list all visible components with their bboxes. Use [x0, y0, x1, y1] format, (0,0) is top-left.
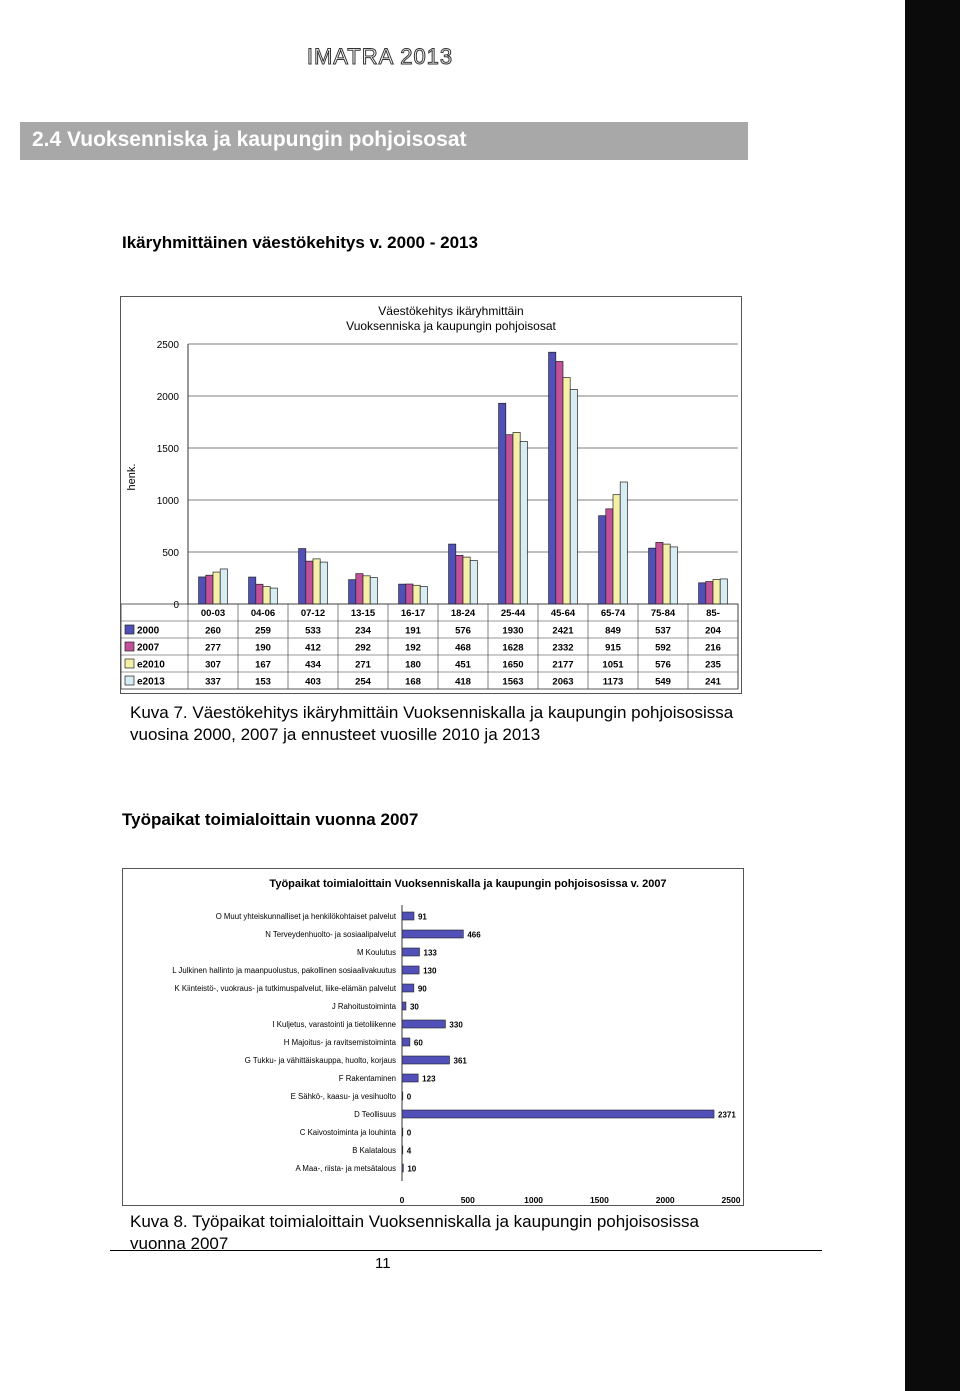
category-label: J Rahoitustoiminta: [331, 1002, 396, 1011]
table-value: 1563: [502, 676, 524, 688]
chart-subtitle: Vuoksenniska ja kaupungin pohjoisosat: [346, 319, 556, 333]
x-tick-label: 1500: [589, 1195, 609, 1205]
bar-2007-75-84: [656, 542, 663, 604]
bar-e2013-13-15: [370, 578, 377, 604]
bar-e2010-45-64: [563, 378, 570, 604]
bar-2000-25-44: [499, 403, 506, 604]
x-tick-label: 500: [460, 1195, 475, 1205]
bar-2007-13-15: [356, 574, 363, 604]
bar-value: [402, 1074, 418, 1082]
section-title: 2.4 Vuoksenniska ja kaupungin pohjoisosat: [32, 128, 467, 151]
bar-2000-65-74: [599, 516, 606, 604]
table-value: 191: [405, 625, 421, 637]
y-tick-label: 500: [162, 548, 179, 559]
table-value: 277: [205, 642, 221, 654]
legend-label: 2007: [137, 642, 160, 654]
x-tick-label: 25-44: [500, 608, 526, 619]
bar-e2010-65-74: [613, 495, 620, 604]
category-label: H Majoitus- ja ravitsemistoiminta: [283, 1038, 396, 1047]
page-header: IMATRA 2013: [306, 44, 454, 69]
table-value: 533: [305, 625, 321, 637]
bar-e2010-13-15: [363, 576, 370, 604]
table-value: 292: [355, 642, 371, 654]
table-value: 2063: [552, 676, 574, 688]
category-label: E Sähkö-, kaasu- ja vesihuolto: [290, 1092, 396, 1101]
x-tick-label: 18-24: [450, 608, 476, 619]
category-label: O Muut yhteiskunnalliset ja henkilökohtaiset palvelut: [215, 912, 396, 921]
bar-2007-45-64: [556, 361, 563, 604]
page-number: 11: [375, 1255, 391, 1272]
table-value: 2177: [552, 659, 574, 671]
table-value: 216: [705, 642, 721, 654]
bar-value: [402, 1002, 406, 1010]
bar-e2010-75-84: [663, 544, 670, 604]
table-value: 1173: [602, 676, 624, 688]
data-label: 330: [449, 1020, 463, 1030]
y-axis-label: henk.: [126, 463, 138, 491]
jobs-heading: Työpaikat toimialoittain vuonna 2007: [122, 810, 419, 829]
table-value: 259: [255, 625, 271, 637]
category-label: I Kuljetus, varastointi ja tietoliikenne: [272, 1020, 396, 1029]
bar-2007-85-: [706, 582, 713, 604]
bar-2007-07-12: [306, 561, 313, 604]
table-value: 549: [655, 676, 671, 688]
section-bar: [20, 122, 748, 160]
table-value: 1051: [602, 659, 624, 671]
data-label: 2371: [718, 1110, 736, 1120]
bar-e2013-07-12: [320, 562, 327, 604]
bar-value: [402, 1020, 445, 1028]
category-label: F Rakentaminen: [338, 1074, 396, 1083]
x-tick-label: 07-12: [300, 608, 326, 619]
bar-value: [402, 966, 419, 974]
data-label: 466: [467, 930, 481, 940]
y-tick-label: 2000: [156, 392, 179, 403]
table-value: 307: [205, 659, 221, 671]
bar-e2013-18-24: [470, 561, 477, 604]
legend-label: e2013: [137, 676, 165, 688]
legend-swatch-e2013: [125, 676, 134, 685]
bar-2000-45-64: [549, 352, 556, 604]
legend-swatch-2000: [125, 625, 134, 634]
bar-e2013-00-03: [220, 569, 227, 604]
bar-e2010-18-24: [463, 557, 470, 604]
data-label: 130: [423, 966, 437, 976]
data-label: 91: [417, 912, 427, 922]
bar-2000-16-17: [399, 584, 406, 604]
table-value: 576: [655, 659, 671, 671]
table-value: 2421: [552, 625, 574, 637]
legend-label: 2000: [137, 625, 160, 637]
chart-title: Työpaikat toimialoittain Vuoksenniskalla ja kaupungin pohjoisosissa v. 2007: [269, 878, 667, 890]
bar-2007-18-24: [456, 555, 463, 604]
category-label: B Kalatalous: [352, 1146, 396, 1155]
age-heading: Ikäryhmittäinen väestökehitys v. 2000 - 2013: [122, 233, 478, 252]
table-value: 2332: [552, 642, 574, 654]
category-label: N Terveydenhuolto- ja sosiaalipalvelut: [265, 930, 396, 939]
category-label: A Maa-, riista- ja metsätalous: [295, 1164, 396, 1173]
population-chart: [121, 297, 741, 693]
bar-2007-65-74: [606, 509, 613, 604]
bar-e2013-04-06: [270, 588, 277, 604]
legend-swatch-2007: [125, 642, 134, 651]
category-label: K Kiinteistö-, vuokraus- ja tutkimuspalvelut, liike-elämän palvelut: [174, 984, 396, 993]
table-value: 260: [205, 625, 221, 637]
bar-e2010-16-17: [413, 585, 420, 604]
page-rule: [110, 1250, 822, 1251]
table-value: 180: [405, 659, 421, 671]
bar-e2010-04-06: [263, 587, 270, 604]
table-value: 412: [305, 642, 321, 654]
y-tick-label: 0: [173, 600, 179, 611]
bar-value: [402, 1110, 714, 1118]
bar-2000-07-12: [299, 549, 306, 604]
x-tick-label: 04-06: [250, 608, 276, 619]
table-value: 190: [255, 642, 271, 654]
data-label: 4: [406, 1146, 412, 1156]
table-value: 235: [705, 659, 721, 671]
data-label: 361: [453, 1056, 467, 1066]
chart-title: Väestökehitys ikäryhmittäin: [378, 304, 524, 318]
bar-e2010-00-03: [213, 572, 220, 604]
bar-value: [402, 912, 414, 920]
x-tick-label: 65-74: [600, 608, 626, 619]
bar-2000-00-03: [199, 577, 206, 604]
table-value: 337: [205, 676, 221, 688]
legend-label: e2010: [137, 659, 165, 671]
figure-8-caption: Kuva 8. Työpaikat toimialoittain Vuoksenniskalla ja kaupungin pohjoisosissa vuonna 2007: [130, 1212, 699, 1253]
bar-e2013-65-74: [620, 482, 627, 604]
table-value: 1650: [502, 659, 524, 671]
x-tick-label: 0: [399, 1195, 405, 1205]
data-label: 60: [413, 1038, 423, 1048]
x-tick-label: 45-64: [550, 608, 576, 619]
bar-value: [402, 930, 463, 938]
category-label: D Teollisuus: [354, 1110, 396, 1119]
table-value: 168: [405, 676, 421, 688]
table-value: 234: [355, 625, 371, 637]
x-tick-label: 13-15: [350, 608, 376, 619]
bar-value: [402, 948, 420, 956]
bar-2007-16-17: [406, 584, 413, 604]
bar-2000-85-: [699, 583, 706, 604]
table-value: 434: [305, 659, 321, 671]
bar-value: [402, 984, 414, 992]
bar-e2010-85-: [713, 580, 720, 604]
category-label: L Julkinen hallinto ja maanpuolustus, pakollinen sosiaalivakuutus: [172, 966, 396, 975]
data-label: 90: [417, 984, 427, 994]
data-label: 30: [409, 1002, 419, 1012]
category-label: G Tukku- ja vähittäiskauppa, huolto, korjaus: [244, 1056, 396, 1065]
data-label: 0: [406, 1128, 412, 1138]
bar-2000-13-15: [349, 580, 356, 604]
x-tick-label: 2500: [721, 1195, 741, 1205]
bar-2007-04-06: [256, 584, 263, 604]
bar-2000-75-84: [649, 548, 656, 604]
table-value: 1628: [502, 642, 524, 654]
population-chart-frame: [120, 296, 742, 694]
bar-e2013-85-: [720, 579, 727, 604]
jobs-chart-frame: [122, 868, 744, 1206]
y-tick-label: 1000: [156, 496, 179, 507]
y-tick-label: 1500: [156, 444, 179, 455]
table-value: 403: [305, 676, 321, 688]
jobs-chart: [123, 869, 743, 1205]
bar-2000-04-06: [249, 577, 256, 604]
data-label: 133: [423, 948, 437, 958]
y-tick-label: 2500: [156, 340, 179, 351]
table-value: 271: [355, 659, 371, 671]
table-value: 468: [455, 642, 471, 654]
data-label: 10: [407, 1164, 417, 1174]
data-label: 123: [422, 1074, 436, 1084]
table-value: 241: [705, 676, 721, 688]
bar-e2010-07-12: [313, 559, 320, 604]
bar-e2013-45-64: [570, 389, 577, 604]
bar-e2010-25-44: [513, 432, 520, 604]
table-value: 418: [455, 676, 471, 688]
table-value: 537: [655, 625, 671, 637]
x-tick-label: 00-03: [200, 608, 226, 619]
bar-2000-18-24: [449, 544, 456, 604]
table-value: 204: [705, 625, 721, 637]
table-value: 167: [255, 659, 271, 671]
bar-e2013-75-84: [670, 547, 677, 604]
scan-edge: [905, 0, 960, 1391]
table-value: 153: [255, 676, 271, 688]
x-tick-label: 85-: [706, 608, 720, 619]
table-value: 576: [455, 625, 471, 637]
bar-value: [402, 1056, 450, 1064]
bar-value: [402, 1038, 410, 1046]
table-value: 592: [655, 642, 671, 654]
data-label: 0: [406, 1092, 412, 1102]
bar-e2013-16-17: [420, 587, 427, 604]
x-tick-label: 75-84: [650, 608, 676, 619]
table-value: 849: [605, 625, 621, 637]
table-value: 254: [355, 676, 371, 688]
bar-2007-00-03: [206, 575, 213, 604]
bar-e2013-25-44: [520, 441, 527, 604]
bar-2007-25-44: [506, 435, 513, 604]
legend-swatch-e2010: [125, 659, 134, 668]
table-value: 451: [455, 659, 471, 671]
x-tick-label: 1000: [524, 1195, 544, 1205]
x-tick-label: 16-17: [400, 608, 426, 619]
x-tick-label: 2000: [655, 1195, 675, 1205]
table-value: 192: [405, 642, 421, 654]
table-value: 915: [605, 642, 621, 654]
table-value: 1930: [502, 625, 524, 637]
figure-7-caption: Kuva 7. Väestökehitys ikäryhmittäin Vuoksenniskalla ja kaupungin pohjoisosissa vuosina 2000, 2007 ja ennusteet vuosille 2010 ja 2013: [130, 703, 734, 744]
category-label: C Kaivostoiminta ja louhinta: [299, 1128, 396, 1137]
category-label: M Koulutus: [356, 948, 396, 957]
